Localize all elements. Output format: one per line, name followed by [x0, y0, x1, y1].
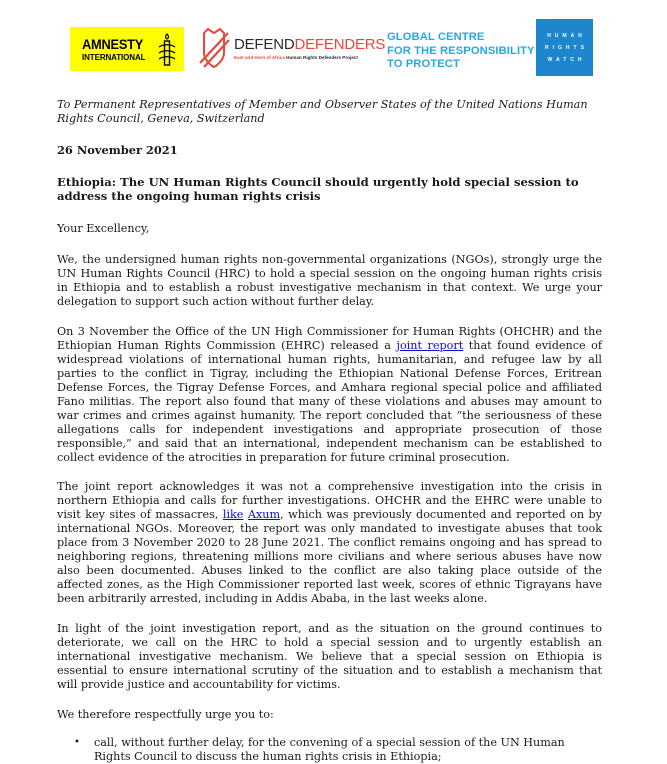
candle-barbed-wire-icon	[158, 33, 176, 67]
asks-list	[57, 736, 602, 764]
paragraph-1: We, the undersigned human rights non-governmental organizations (NGOs), strongly urge the UN Human Rights Council (HRC) to hold a special session on the ongoing human rights crisis in Ethiopia and to establish a robust investigative mechanism in that context. We urge your delegation to support such action without further delay.	[57, 253, 602, 308]
paragraph-2: On 3 November the Office of the UN High Commissioner for Human Rights (OHCHR) and the Ethiopian Human Rights Commission (EHRC) released a joint report that found evidence of widespread violations of international human rights, humanitarian, and refugee law by all parties to the conflict in Tigray, including the Ethiopian National Defense Forces, Eritrean Defense Forces, the Tigray Defense Forces, and Amhara regional special police and affiliated Fano militias. The report also found that many of these violations and abuses may amount to war crimes and crimes against humanity. The report concluded that “the seriousness of these allegations calls for independent investigations and appropriate prosecution of those responsible,” and said that an international, independent mechanism can be established to collect evidence of the atrocities in preparation for future criminal prosecution.	[57, 325, 603, 464]
logo-header	[0, 0, 667, 86]
defenddefenders-name: DEFENDDEFENDERS	[234, 36, 386, 53]
gcr2p-line3: TO PROTECT	[387, 58, 460, 70]
ask-text: call, without further delay, for the convening of a special session of the UN Human Rights Council to discuss the human rights crisis in Ethiopia;	[94, 736, 565, 763]
amnesty-logo-line1: AMNESTY	[82, 36, 144, 52]
hrw-line1: HUMAN	[547, 33, 586, 39]
bullet-icon: •	[74, 737, 80, 748]
letter-title: Ethiopia: The UN Human Rights Council should urgently hold special session to address the ongoing human rights crisis	[57, 175, 579, 203]
recipient-line: To Permanent Representatives of Member and Observer States of the United Nations Human Rights Council, Geneva, Switzerland	[57, 98, 588, 125]
axum-link[interactable]: Axum	[247, 508, 281, 521]
paragraph-3: The joint report acknowledges it was not a comprehensive investigation into the crisis in northern Ethiopia and calls for further investigations. OHCHR and the EHRC were unable to visit key sites of massacres, like Axum, which was previously documented and reported on by international NGOs. Moreover, the report was only mandated to investigate abuses that took place from 3 November 2020 to 28 June 2021. The conflict remains ongoing and has spread to neighboring regions, threatening millions more civilians and where serious abuses have now also been documented. Abuses linked to the conflict are also taking place outside of the affected zones, as the High Commissioner reported last week, scores of ethnic Tigrayans have been arbitrarily arrested, including in Addis Ababa, in the last weeks alone.	[57, 480, 602, 605]
shield-slash-icon	[198, 27, 230, 69]
defenddefenders-logo	[198, 27, 386, 71]
joint-report-link[interactable]: joint report	[396, 339, 464, 352]
amnesty-international-logo	[70, 27, 184, 71]
gcr2p-line1: GLOBAL CENTRE	[387, 31, 485, 43]
paragraph-4: In light of the joint investigation report, and as the situation on the ground continues to deteriorate, we call on the HRC to hold a special session and to urgently establish an international investigative mechanism. We believe that a special session on Ethiopia is essential to ensure international scrutiny of the situation and to establish a mechanism that will provide justice and accountability for victims.	[57, 622, 602, 691]
list-item	[57, 736, 602, 764]
human-rights-watch-logo	[536, 19, 593, 76]
defenddefenders-tagline: East and Horn of Africa Human Rights Defenders Project	[234, 55, 358, 60]
hrw-line3: WATCH	[547, 57, 586, 63]
amnesty-logo-line2: INTERNATIONAL	[82, 53, 146, 62]
global-centre-r2p-logo	[387, 31, 535, 72]
salutation: Your Excellency,	[57, 222, 150, 235]
letter-body	[57, 98, 602, 764]
asks-lead: We therefore respectfully urge you to:	[57, 708, 274, 721]
gcr2p-line2: FOR THE RESPONSIBILITY	[387, 44, 535, 57]
like-link[interactable]: like	[222, 508, 244, 521]
hrw-line2: RIGHTS	[545, 45, 588, 51]
letter-date: 26 November 2021	[57, 143, 178, 157]
